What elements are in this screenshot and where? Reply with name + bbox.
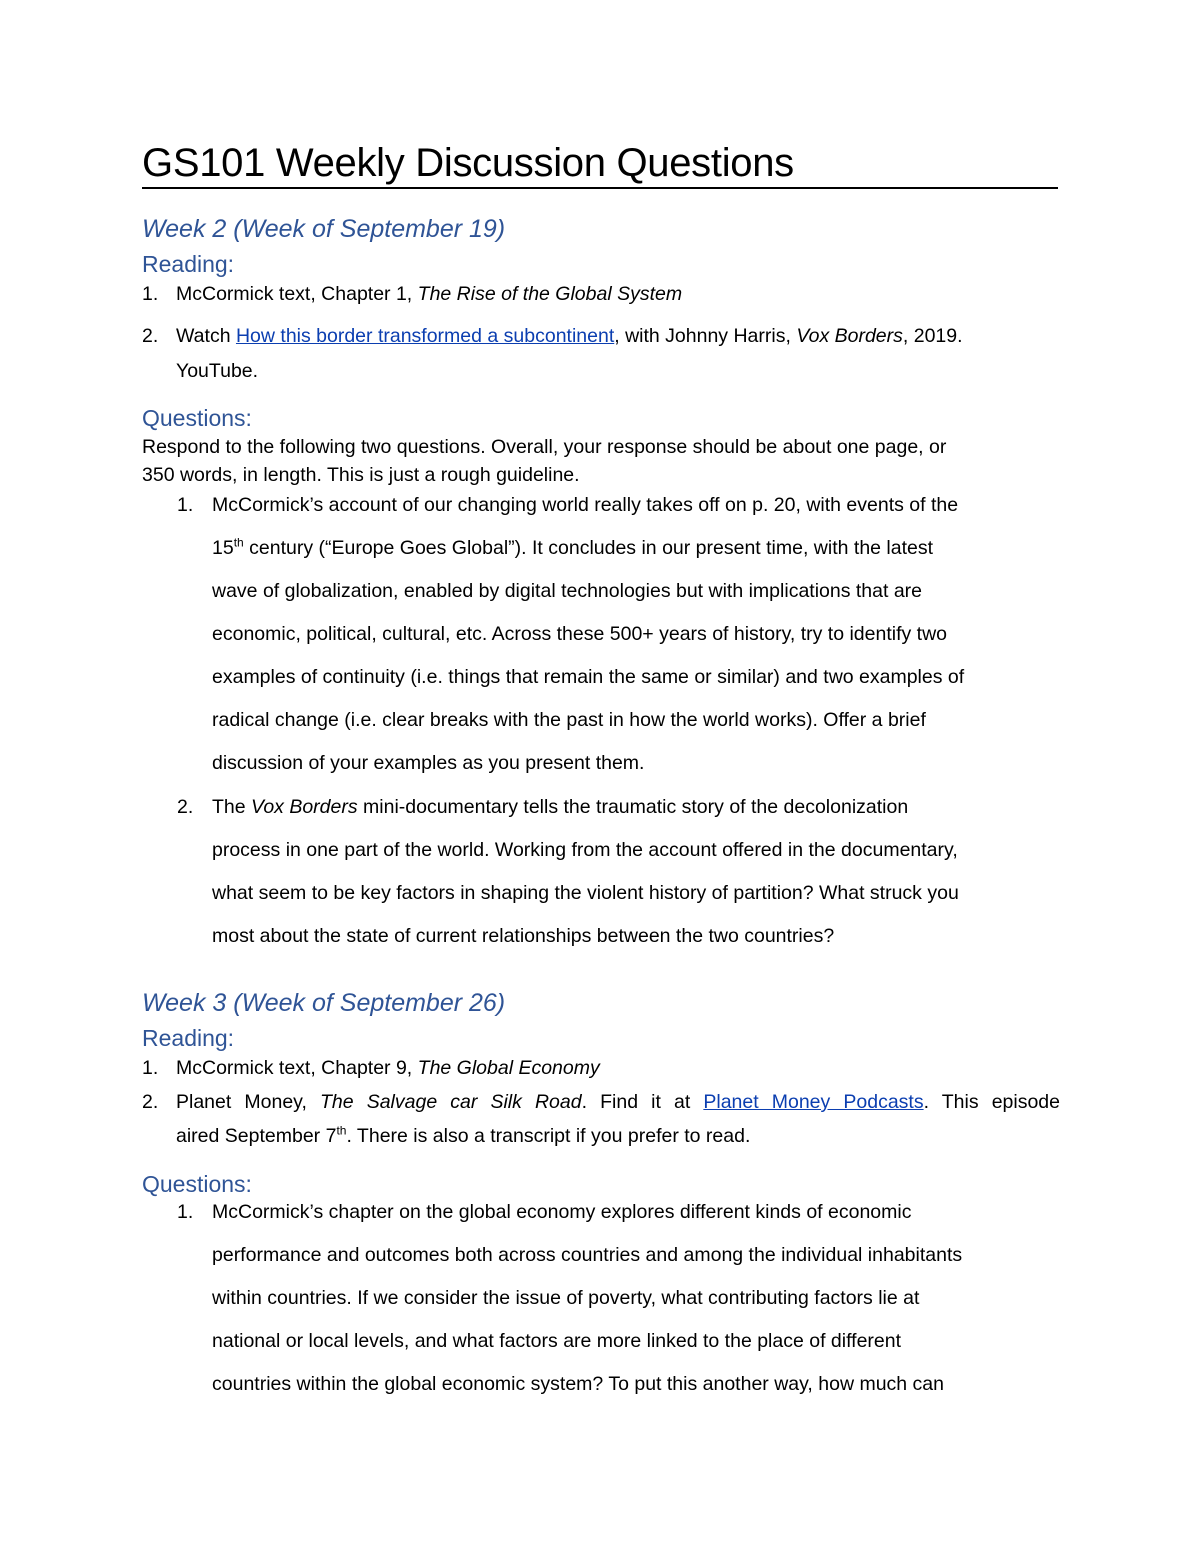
reading-text: Watch xyxy=(176,325,236,347)
reading-source: Vox Borders xyxy=(796,325,903,347)
list-item xyxy=(142,283,683,306)
question-line: The Vox Borders mini-documentary tells the traumatic story of the decolonization xyxy=(212,796,909,818)
question-line: countries within the global economic system? To put this another way, how much can xyxy=(212,1373,944,1395)
question-line: McCormick’s account of our changing world really takes off on p. 20, with events of the xyxy=(212,494,959,516)
title-divider xyxy=(142,187,1058,189)
planet-money-link[interactable]: Planet Money Podcasts xyxy=(703,1091,924,1113)
list-number: 1. xyxy=(177,1201,194,1223)
instructions-line: Respond to the following two questions. Overall, your response should be about one page, or xyxy=(142,436,947,458)
question-line: national or local levels, and what factors are more linked to the place of different xyxy=(212,1330,902,1352)
reading-text: McCormick text, Chapter 9, xyxy=(176,1057,418,1079)
vox-video-link[interactable]: How this border transformed a subcontinent xyxy=(235,325,615,347)
question-line: discussion of your examples as you present them. xyxy=(212,752,645,774)
list-item: 2. Planet Money, The Salvage car Silk Road. Find it at Planet Money Podcasts. This episode xyxy=(142,1091,1060,1113)
week-3-reading-label: Reading: xyxy=(142,1025,235,1051)
list-number: 2. xyxy=(142,1091,159,1113)
reading-title: The Salvage car Silk Road xyxy=(320,1091,582,1113)
list-number: 1. xyxy=(177,494,194,516)
list-number: 1. xyxy=(142,283,159,305)
question-line: economic, political, cultural, etc. Across these 500+ years of history, try to identify two xyxy=(212,623,948,645)
reading-text: McCormick text, Chapter 1, xyxy=(176,283,418,305)
question-line: within countries. If we consider the issue of poverty, what contributing factors lie at xyxy=(212,1287,920,1309)
list-item: 2. Watch How this border transformed a subcontinent, with Johnny Harris, Vox Borders, 2019. xyxy=(142,325,963,347)
list-number: 2. xyxy=(177,796,194,818)
reading-title: The Global Economy xyxy=(417,1057,600,1079)
question-line: process in one part of the world. Working from the account offered in the documentary, xyxy=(212,839,958,861)
question-line: most about the state of current relationships between the two countries? xyxy=(212,925,835,947)
instructions-line: 350 words, in length. This is just a rough guideline. xyxy=(142,464,580,486)
reading-title: The Rise of the Global System xyxy=(417,283,683,305)
list-number: 1. xyxy=(142,1057,159,1079)
question-line: what seem to be key factors in shaping the violent history of partition? What struck you xyxy=(212,882,959,904)
list-number: 2. xyxy=(142,325,159,347)
question-line: 15th century (“Europe Goes Global”). It concludes in our present time, with the latest xyxy=(212,535,934,559)
week-3-questions-label: Questions: xyxy=(142,1171,252,1197)
list-item xyxy=(142,1057,600,1080)
question-line: radical change (i.e. clear breaks with the past in how the world works). Offer a brief xyxy=(212,709,926,731)
reading-continuation: aired September 7th. There is also a transcript if you prefer to read. xyxy=(176,1123,751,1147)
week-2-reading-label: Reading: xyxy=(142,251,235,277)
page-title: GS101 Weekly Discussion Questions xyxy=(142,141,794,185)
question-line: wave of globalization, enabled by digital technologies but with implications that are xyxy=(212,580,923,602)
question-line: McCormick’s chapter on the global economy explores different kinds of economic xyxy=(212,1201,912,1223)
week-3-heading: Week 3 (Week of September 26) xyxy=(142,989,506,1017)
week-2-heading: Week 2 (Week of September 19) xyxy=(142,215,506,243)
question-line: performance and outcomes both across countries and among the individual inhabitants xyxy=(212,1244,963,1266)
week-2-questions-label: Questions: xyxy=(142,405,252,431)
question-line: examples of continuity (i.e. things that remain the same or similar) and two examples of xyxy=(212,666,965,688)
reading-continuation: YouTube. xyxy=(176,360,259,382)
